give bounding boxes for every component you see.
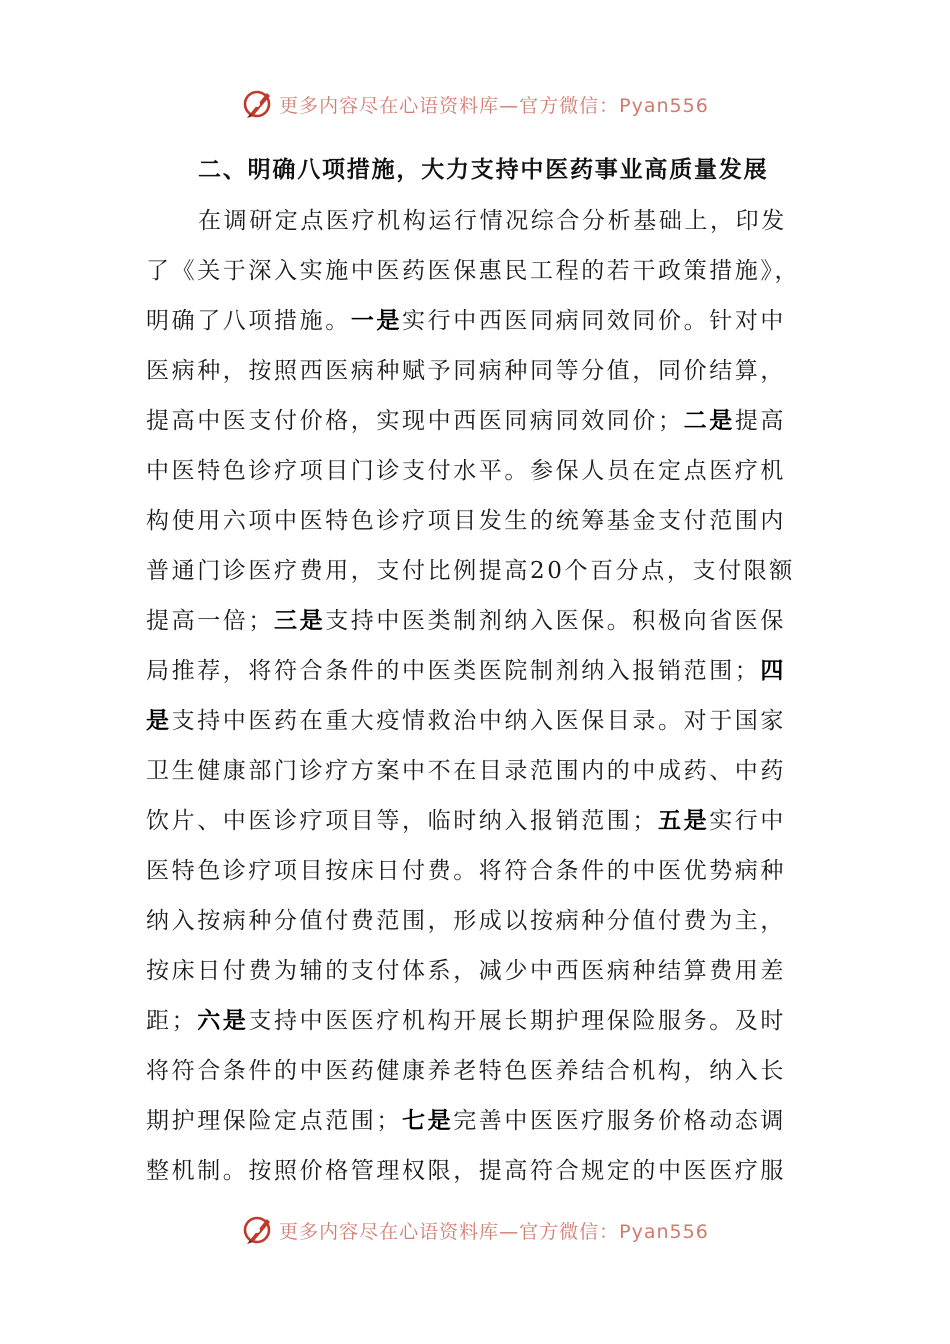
- pen-logo-icon: [241, 1213, 275, 1247]
- emphasis-keyword: 五是: [658, 808, 710, 834]
- text-line: 是支持中医药在重大疫情救治中纳入医保目录。对于国家: [146, 708, 787, 734]
- emphasis-keyword: 是: [146, 708, 172, 734]
- text-line: 纳入按病种分值付费范围，形成以按病种分值付费为主，: [146, 908, 786, 934]
- watermark-text: 更多内容尽在心语资料库—官方微信：Pyan556: [279, 1220, 709, 1243]
- text-line: 提高一倍；三是支持中医类制剂纳入医保。积极向省医保: [146, 608, 787, 634]
- section-title: 二、明确八项措施，大力支持中医药事业高质量发展: [198, 157, 769, 183]
- text-line: 将符合条件的中医药健康养老特色医养结合机构，纳入长: [146, 1058, 786, 1084]
- emphasis-keyword: 四: [760, 658, 787, 684]
- emphasis-keyword: 三是: [274, 608, 326, 634]
- text-line: 明确了八项措施。一是实行中西医同病同效同价。针对中: [146, 308, 787, 334]
- text-line: 了《关于深入实施中医药医保惠民工程的若干政策措施》，: [146, 258, 801, 284]
- emphasis-keyword: 七是: [402, 1108, 454, 1134]
- text-line: 医病种，按照西医病种赋予同病种同等分值，同价结算，: [146, 358, 786, 384]
- emphasis-keyword: 一是: [350, 308, 403, 334]
- watermark-text: 更多内容尽在心语资料库—官方微信：Pyan556: [279, 94, 709, 117]
- paragraph: [146, 196, 801, 1196]
- text-line: 卫生健康部门诊疗方案中不在目录范围内的中成药、中药: [146, 758, 786, 784]
- text-line: 医特色诊疗项目按床日付费。将符合条件的中医优势病种: [146, 858, 786, 884]
- pen-logo-icon: [241, 87, 275, 121]
- text-line: 饮片、中医诊疗项目等，临时纳入报销范围；五是实行中: [146, 808, 787, 834]
- text-line: 按床日付费为辅的支付体系，减少中西医病种结算费用差: [146, 958, 786, 984]
- text-line: 期护理保险定点范围；七是完善中医医疗服务价格动态调: [146, 1108, 787, 1134]
- watermark-banner-bottom: [0, 1210, 950, 1250]
- text-line: 构使用六项中医特色诊疗项目发生的统筹基金支付范围内: [146, 508, 786, 534]
- text-line: 局推荐，将符合条件的中医类医院制剂纳入报销范围；四: [146, 658, 787, 684]
- text-line: 普通门诊医疗费用，支付比例提高20个百分点，支付限额: [146, 558, 795, 584]
- watermark-banner-top: [0, 84, 950, 124]
- text-line: 距；六是支持中医医疗机构开展长期护理保险服务。及时: [146, 1008, 787, 1034]
- text-line: 提高中医支付价格，实现中西医同病同效同价；二是提高: [146, 408, 787, 434]
- emphasis-keyword: 六是: [197, 1008, 249, 1034]
- emphasis-keyword: 二是: [683, 408, 735, 434]
- text-line: 在调研定点医疗机构运行情况综合分析基础上，印发: [198, 208, 787, 234]
- text-line: 整机制。按照价格管理权限，提高符合规定的中医医疗服: [146, 1158, 786, 1184]
- text-line: 中医特色诊疗项目门诊支付水平。参保人员在定点医疗机: [146, 458, 786, 484]
